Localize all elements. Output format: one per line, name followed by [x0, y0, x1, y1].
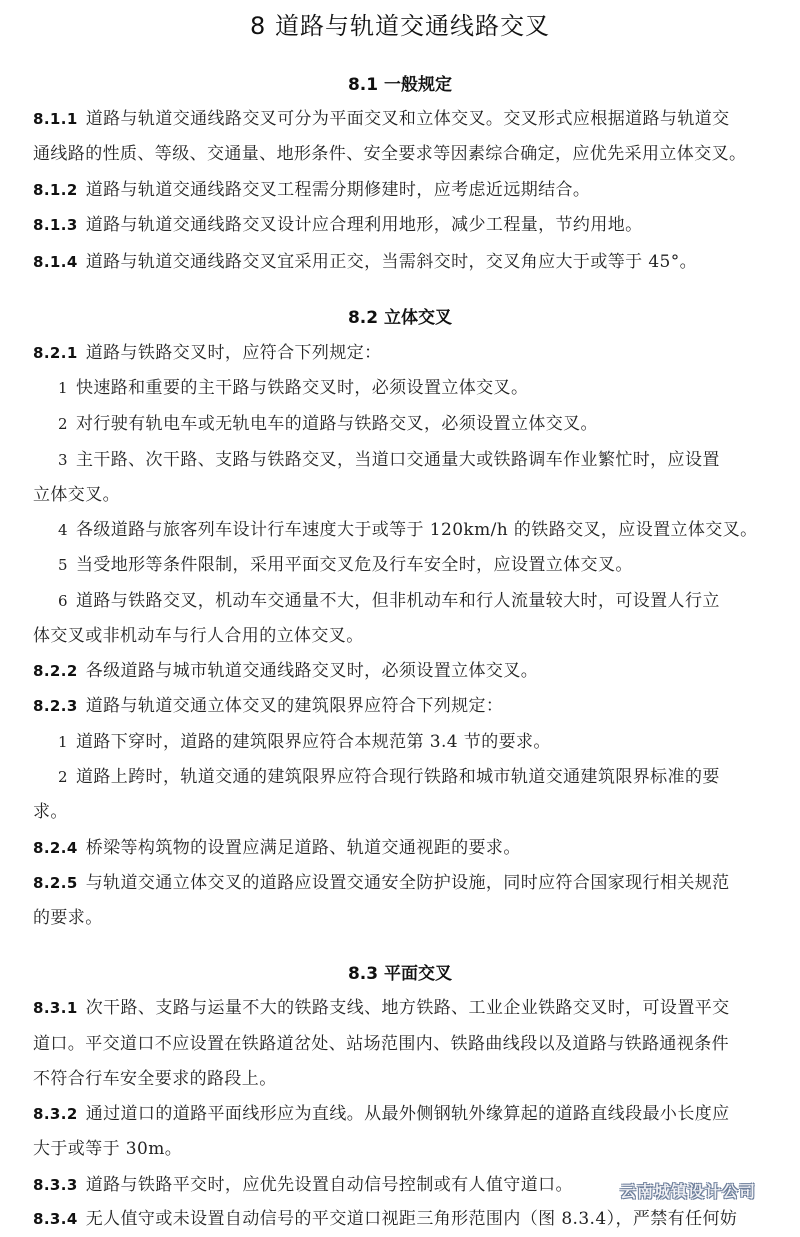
list-item-cont: 立体交叉。 [33, 485, 120, 505]
clause-8-2-3 [33, 689, 785, 724]
clause-8-2-2 [33, 654, 785, 689]
clause-number: 8.3.3 [33, 1176, 78, 1194]
list-item [58, 407, 800, 442]
clause-number: 8.2.1 [33, 344, 78, 362]
clause-8-2-4 [33, 831, 785, 866]
clause-8-1-4 [33, 245, 785, 280]
item-number: 2 [58, 415, 68, 433]
item-number: 4 [58, 521, 68, 539]
list-item [58, 725, 800, 760]
clause-8-1-1 [33, 102, 785, 137]
clause-8-3-4 [33, 1202, 785, 1237]
clause-8-3-1-cont: 不符合行车安全要求的路段上。 [33, 1069, 277, 1089]
item-number: 2 [58, 768, 68, 786]
clause-number: 8.2.4 [33, 839, 78, 857]
item-number: 6 [58, 592, 68, 610]
item-text: 快速路和重要的主干路与铁路交叉时，必须设置立体交叉。 [75, 378, 529, 398]
clause-8-3-1 [33, 991, 785, 1026]
clause-number: 8.3.1 [33, 999, 78, 1017]
list-item [58, 584, 800, 619]
item-text: 当受地形等条件限制，采用平面交叉危及行车安全时，应设置立体交叉。 [75, 555, 633, 575]
clause-number: 8.1.1 [33, 110, 78, 128]
list-item [58, 371, 800, 406]
clause-number: 8.2.5 [33, 874, 78, 892]
item-number: 1 [58, 379, 68, 397]
chapter-title: 8 道路与轨道交通线路交叉 [250, 12, 550, 40]
clause-number: 8.3.4 [33, 1210, 78, 1228]
item-text: 道路下穿时，道路的建筑限界应符合本规范第 3.4 节的要求。 [75, 732, 551, 752]
list-item [58, 760, 800, 795]
clause-text: 与轨道交通立体交叉的道路应设置交通安全防护设施，同时应符合国家现行相关规范 [85, 873, 730, 893]
list-item [58, 443, 800, 478]
clause-text: 桥梁等构筑物的设置应满足道路、轨道交通视距的要求。 [85, 838, 521, 858]
item-text: 主干路、次干路、支路与铁路交叉，当道口交通量大或铁路调车作业繁忙时，应设置 [75, 450, 720, 470]
item-text: 各级道路与旅客列车设计行车速度大于或等于 120km/h 的铁路交叉，应设置立体交叉。 [75, 520, 758, 540]
clause-8-3-1-cont: 道口。平交道口不应设置在铁路道岔处、站场范围内、铁路曲线段以及道路与铁路通视条件 [33, 1034, 729, 1054]
clause-text: 次干路、支路与运量不大的铁路支线、地方铁路、工业企业铁路交叉时，可设置平交 [85, 998, 730, 1018]
clause-number: 8.1.4 [33, 253, 78, 271]
item-text: 道路上跨时，轨道交通的建筑限界应符合现行铁路和城市轨道交通建筑限界标准的要 [75, 767, 720, 787]
clause-text: 无人值守或未设置自动信号的平交道口视距三角形范围内（图 8.3.4），严禁有任何妨 [85, 1209, 738, 1229]
clause-text: 通过道口的道路平面线形应为直线。从最外侧钢轨外缘算起的道路直线段最小长度应 [85, 1104, 730, 1124]
clause-number: 8.3.2 [33, 1105, 78, 1123]
clause-text: 道路与铁路交叉时，应符合下列规定： [85, 343, 382, 363]
list-item-cont: 体交叉或非机动车与行人合用的立体交叉。 [33, 626, 364, 646]
clause-8-1-1-cont: 通线路的性质、等级、交通量、地形条件、安全要求等因素综合确定，应优先采用立体交叉。 [33, 144, 747, 164]
clause-number: 8.1.3 [33, 216, 78, 234]
clause-text: 道路与轨道交通线路交叉设计应合理利用地形，减少工程量，节约用地。 [85, 215, 643, 235]
item-text: 道路与铁路交叉，机动车交通量不大，但非机动车和行人流量较大时，可设置人行立 [75, 591, 720, 611]
list-item [58, 548, 800, 583]
clause-number: 8.1.2 [33, 181, 78, 199]
clause-8-2-5-cont: 的要求。 [33, 908, 103, 928]
clause-8-3-2 [33, 1097, 785, 1132]
clause-8-1-2 [33, 173, 785, 208]
clause-number: 8.2.3 [33, 697, 78, 715]
item-number: 5 [58, 556, 68, 574]
clause-8-2-5 [33, 866, 785, 901]
clause-text: 道路与轨道交通线路交叉可分为平面交叉和立体交叉。交叉形式应根据道路与轨道交 [85, 109, 730, 129]
clause-text: 道路与铁路平交时，应优先设置自动信号控制或有人值守道口。 [85, 1175, 573, 1195]
clause-text: 道路与轨道交通线路交叉工程需分期修建时，应考虑近远期结合。 [85, 180, 591, 200]
section-heading: 8.3 平面交叉 [347, 964, 453, 984]
section-heading: 8.2 立体交叉 [347, 308, 453, 328]
item-number: 3 [58, 451, 68, 469]
clause-8-1-3 [33, 208, 785, 243]
clause-text: 道路与轨道交通立体交叉的建筑限界应符合下列规定： [85, 696, 504, 716]
item-text: 对行驶有轨电车或无轨电车的道路与铁路交叉，必须设置立体交叉。 [75, 414, 598, 434]
clause-8-3-2-cont: 大于或等于 30m。 [33, 1139, 183, 1159]
section-heading: 8.1 一般规定 [347, 75, 453, 95]
clause-8-2-1 [33, 336, 785, 371]
clause-text: 各级道路与城市轨道交通线路交叉时，必须设置立体交叉。 [85, 661, 539, 681]
list-item [58, 513, 800, 548]
clause-number: 8.2.2 [33, 662, 78, 680]
watermark: 云南城镇设计公司 [620, 1182, 757, 1201]
item-number: 1 [58, 733, 68, 751]
list-item-cont: 求。 [33, 802, 68, 822]
clause-text: 道路与轨道交通线路交叉宜采用正交，当需斜交时，交叉角应大于或等于 45°。 [85, 252, 698, 272]
